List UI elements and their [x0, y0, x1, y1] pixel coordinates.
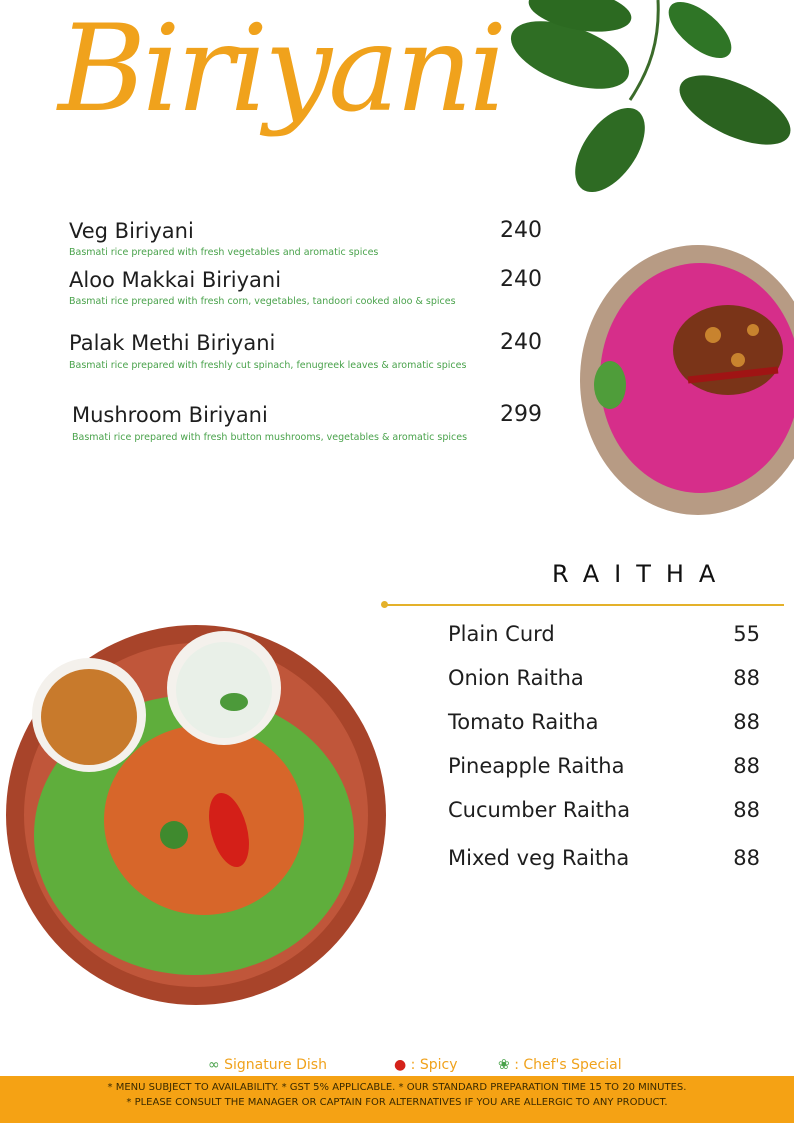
raitha-item-name: Pineapple Raitha: [448, 754, 625, 778]
legend-signature-label: Signature Dish: [224, 1057, 327, 1073]
raitha-item-name: Tomato Raitha: [448, 710, 599, 734]
raitha-item-name: Onion Raitha: [448, 666, 584, 690]
footer-line-2: * PLEASE CONSULT THE MANAGER OR CAPTAIN FOR ALTERNATIVES IF YOU ARE ALLERGIC TO ANY PRODUCT.: [126, 1097, 668, 1108]
legend-spicy-label: : Spicy: [410, 1057, 458, 1073]
biriyani-item-price: 299: [500, 402, 542, 427]
menu-title: Biriyani: [58, 0, 504, 139]
biriyani-item-desc: Basmati rice prepared with fresh corn, vegetables, tandoori cooked aloo & spices: [69, 296, 456, 307]
footer-notice: [0, 1076, 794, 1123]
raitha-item-price: 88: [733, 666, 760, 690]
raitha-item-price: 88: [733, 710, 760, 734]
legend-spicy: [394, 1057, 457, 1073]
curry-leaves-image: [490, 0, 794, 210]
raitha-divider: [384, 604, 784, 606]
footer-line-1: * MENU SUBJECT TO AVAILABILITY. * GST 5% APPLICABLE. * OUR STANDARD PREPARATION TIME 15 TO 20 MINUTES.: [107, 1082, 687, 1093]
beetroot-raitha-bowl-image: [578, 240, 794, 520]
biriyani-item-price: 240: [500, 330, 542, 355]
raitha-item-name: Cucumber Raitha: [448, 798, 631, 822]
legend-signature: [208, 1057, 327, 1073]
raitha-heading: RAITHA: [552, 560, 731, 588]
biriyani-item-desc: Basmati rice prepared with fresh button mushrooms, vegetables & aromatic spices: [72, 432, 468, 443]
raitha-divider-dot: [381, 601, 388, 608]
raitha-item-price: 88: [733, 754, 760, 778]
biriyani-item-desc: Basmati rice prepared with freshly cut spinach, fenugreek leaves & aromatic spices: [69, 360, 467, 371]
raitha-item-name: Mixed veg Raitha: [448, 846, 630, 870]
biriyani-item-price: 240: [500, 218, 542, 243]
biriyani-item-name: Veg Biriyani: [69, 219, 194, 243]
chili-icon: ●: [394, 1057, 407, 1073]
legend-chef: [498, 1057, 622, 1073]
raitha-item-price: 88: [733, 798, 760, 822]
biriyani-plate-image: [4, 620, 388, 1010]
legend-chef-label: : Chef's Special: [514, 1057, 622, 1073]
biriyani-item-name: Palak Methi Biriyani: [69, 331, 276, 355]
biriyani-item-price: 240: [500, 267, 542, 292]
raitha-item-price: 88: [733, 846, 760, 870]
signature-swirl-icon: ∞: [208, 1057, 220, 1073]
biriyani-item-name: Mushroom Biriyani: [72, 403, 268, 427]
raitha-item-name: Plain Curd: [448, 622, 555, 646]
biriyani-item-name: Aloo Makkai Biriyani: [69, 268, 282, 292]
biriyani-item-desc: Basmati rice prepared with fresh vegetables and aromatic spices: [69, 247, 379, 258]
leaf-icon: ❀: [498, 1057, 510, 1073]
raitha-item-price: 55: [733, 622, 760, 646]
